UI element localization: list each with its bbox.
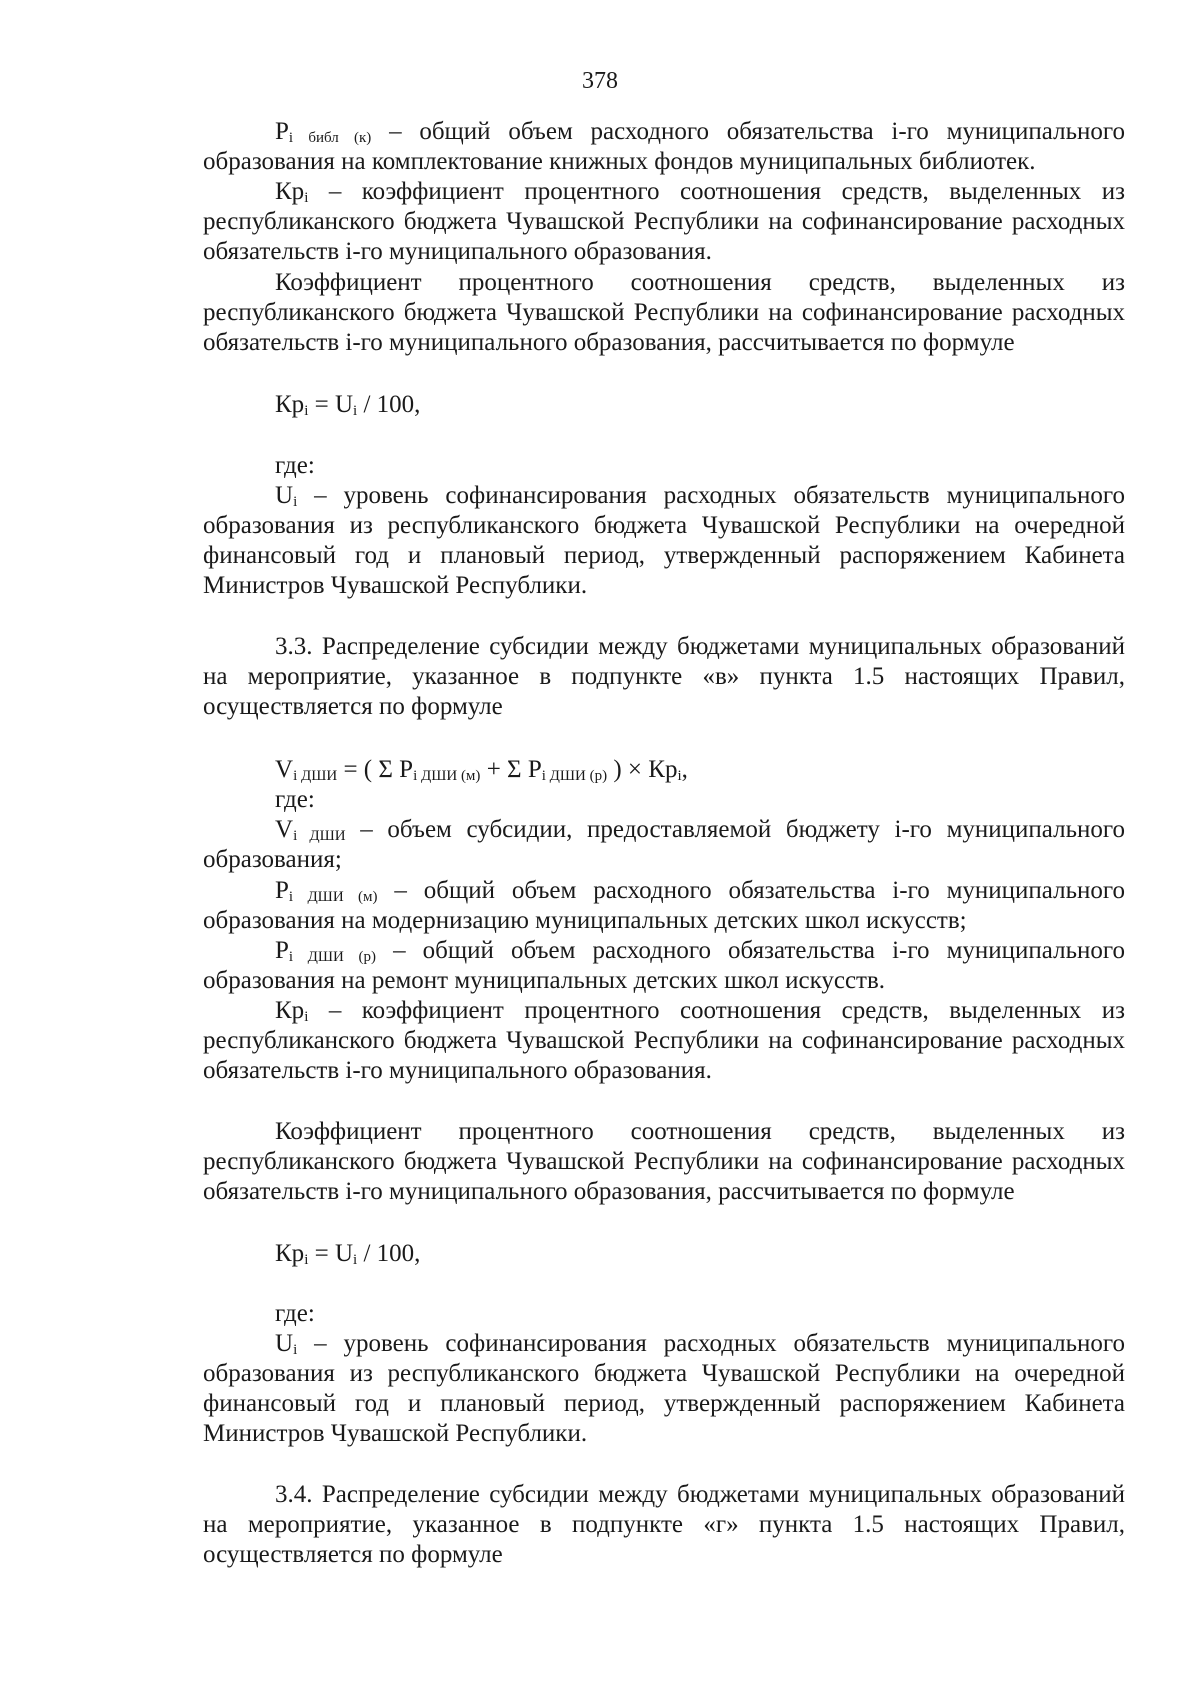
page-number: 378: [582, 68, 618, 94]
coefficient-paragraph-1: Коэффициент процентного соотношения средств, выделенных из республиканского бюджета Чувашской Республики на софинансирование расходных обязательств i-го муниципального образования, рассчитывается по формуле: [203, 269, 1125, 356]
definition-p-bibl: $P_{i библ (к)}$ – общий объем расходного обязательства i-го муниципального образования на комплектование книжных фондов муниципальных библиотек.: [203, 118, 1125, 175]
definition-u-2: $U_i$ – уровень софинансирования расходных обязательств муниципального образования из республиканского бюджета Чувашской Республики на очередной финансовый год и плановый период, утвержденный распоряжением Кабинета Министров Чувашской Республики.: [203, 1330, 1125, 1447]
definition-p-dshi-r: $P_{i ДШИ (р)}$ – общий объем расходного обязательства i-го муниципального образования на ремонт муниципальных детских школ искусств.: [203, 937, 1125, 994]
where-label-3: где:: [275, 1300, 315, 1327]
coefficient-paragraph-2: Коэффициент процентного соотношения средств, выделенных из республиканского бюджета Чувашской Республики на софинансирование расходных обязательств i-го муниципального образования, рассчитывается по формуле: [203, 1118, 1125, 1205]
where-label-2: где:: [275, 786, 315, 813]
formula-kp-2: $Кр_i = U_i / 100$,: [275, 1240, 421, 1268]
formula-kp-1: $Кр_i = U_i / 100$,: [275, 391, 421, 419]
section-3-3: 3.3. Распределение субсидии между бюджетами муниципальных образований на мероприятие, указанное в подпункте «в» пункта 1.5 настоящих Правил, осуществляется по формуле: [203, 633, 1125, 720]
definition-u-1: $U_i$ – уровень софинансирования расходных обязательств муниципального образования из республиканского бюджета Чувашской Республики на очередной финансовый год и плановый период, утвержденный распоряжением Кабинета Министров Чувашской Республики.: [203, 482, 1125, 599]
definition-kp-1: $Кр_i$ – коэффициент процентного соотношения средств, выделенных из республиканского бюджета Чувашской Республики на софинансирование расходных обязательств i-го муниципального образования.: [203, 178, 1125, 265]
section-3-4: 3.4. Распределение субсидии между бюджетами муниципальных образований на мероприятие, указанное в подпункте «г» пункта 1.5 настоящих Правил, осуществляется по формуле: [203, 1481, 1125, 1568]
definition-kp-2: $Кр_i$ – коэффициент процентного соотношения средств, выделенных из республиканского бюджета Чувашской Республики на софинансирование расходных обязательств i-го муниципального образования.: [203, 997, 1125, 1084]
where-label-1: где:: [275, 452, 315, 479]
formula-v-dshi: $V_{i ДШИ}$ = ( Σ $P_{i ДШИ (м)} + \Sigma$ $P_{i ДШИ (р)}$ ) × $Кр_i$,: [275, 756, 688, 784]
definition-v-dshi: $V_{i ДШИ}$ – объем субсидии, предоставляемой бюджету i-го муниципального образования;: [203, 816, 1125, 873]
definition-p-dshi-m: $P_{i ДШИ (м)}$ – общий объем расходного обязательства i-го муниципального образования на модернизацию муниципальных детских школ искусств;: [203, 877, 1125, 934]
